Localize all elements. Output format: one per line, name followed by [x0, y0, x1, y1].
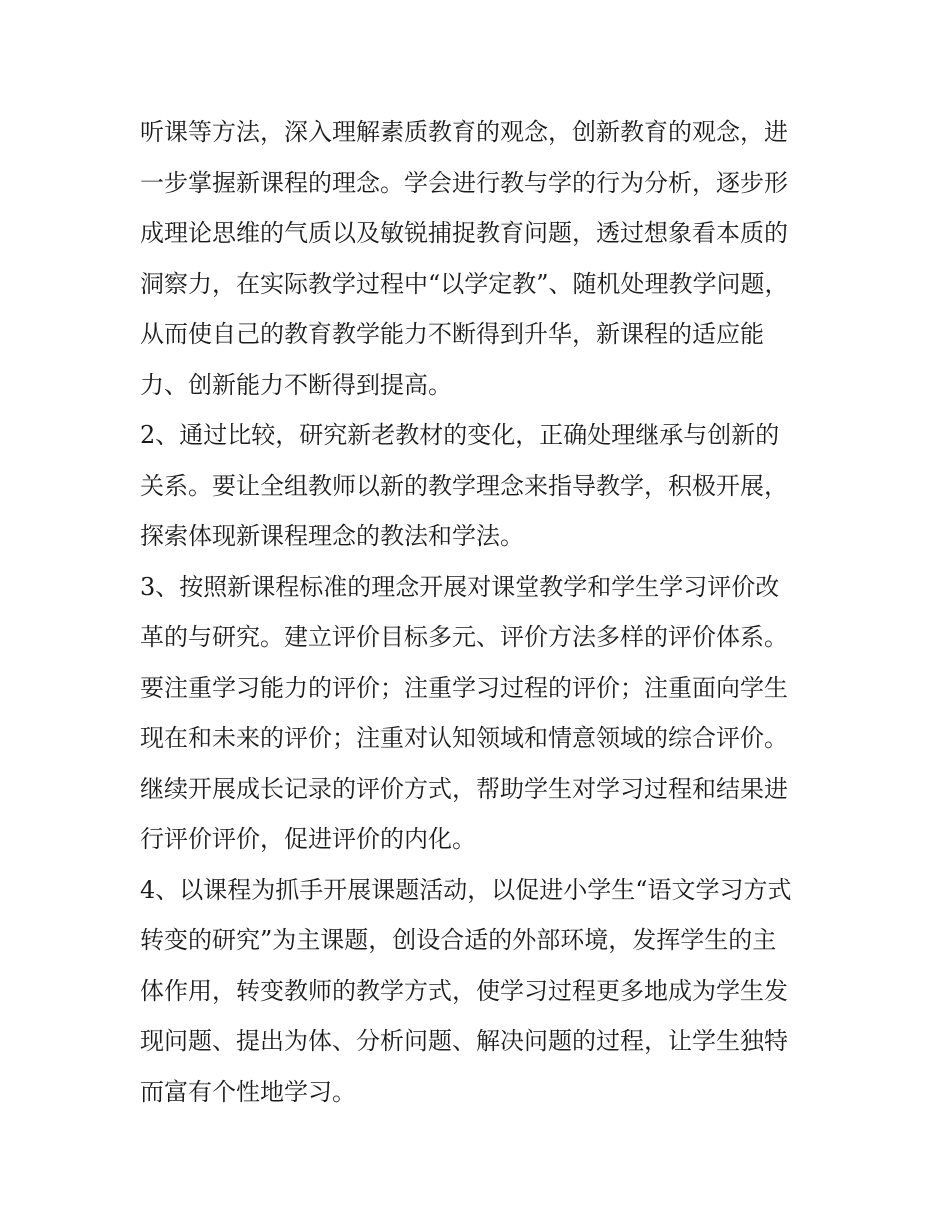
document-body — [140, 107, 820, 1117]
text-line: 4、以课程为抓手开展课题活动，以促进小学生“语文学习方式 — [140, 875, 792, 904]
text-line: 现在和未来的评价；注重对认知领域和情意领域的综合评价。 — [140, 724, 788, 752]
text-line: 3、按照新课程标准的理念开展对课堂教学和学生学习评价改 — [140, 572, 780, 601]
text-line: 继续开展成长记录的评价方式，帮助学生对学习过程和结果进 — [140, 774, 788, 803]
text-line: 从而使自己的教育教学能力不断得到升华，新课程的适应能 — [140, 320, 764, 348]
text-line: 要注重学习能力的评价；注重学习过程的评价；注重面向学生 — [140, 673, 788, 702]
text-line: 成理论思维的气质以及敏锐捕捉教育问题，透过想象看本质的 — [140, 219, 788, 247]
text-line: 现问题、提出为体、分析问题、解决问题的过程，让学生独特 — [140, 1027, 788, 1055]
text-line: 2、通过比较，研究新老教材的变化，正确处理继承与创新的 — [140, 421, 780, 449]
text-line: 而富有个性地学习。 — [140, 1077, 356, 1106]
text-line: 一步掌握新课程的理念。学会进行教与学的行为分析，逐步形 — [140, 168, 788, 197]
text-line: 体作用，转变教师的教学方式，使学习过程更多地成为学生发 — [140, 976, 788, 1005]
text-line: 探索体现新课程理念的教法和学法。 — [140, 522, 524, 550]
text-line: 洞察力，在实际教学过程中“以学定教”、随机处理教学问题， — [140, 269, 789, 298]
text-line: 革的与研究。建立评价目标多元、评价方法多样的评价体系。 — [140, 623, 788, 651]
text-line: 关系。要让全组教师以新的教学理念来指导教学，积极开展， — [140, 471, 788, 500]
text-line: 转变的研究”为主课题，创设合适的外部环境，发挥学生的主 — [140, 926, 777, 954]
text-line: 行评价评价，促进评价的内化。 — [140, 825, 476, 853]
text-line: 力、创新能力不断得到提高。 — [140, 370, 452, 399]
text-line: 听课等方法，深入理解素质教育的观念，创新教育的观念，进 — [140, 118, 788, 146]
